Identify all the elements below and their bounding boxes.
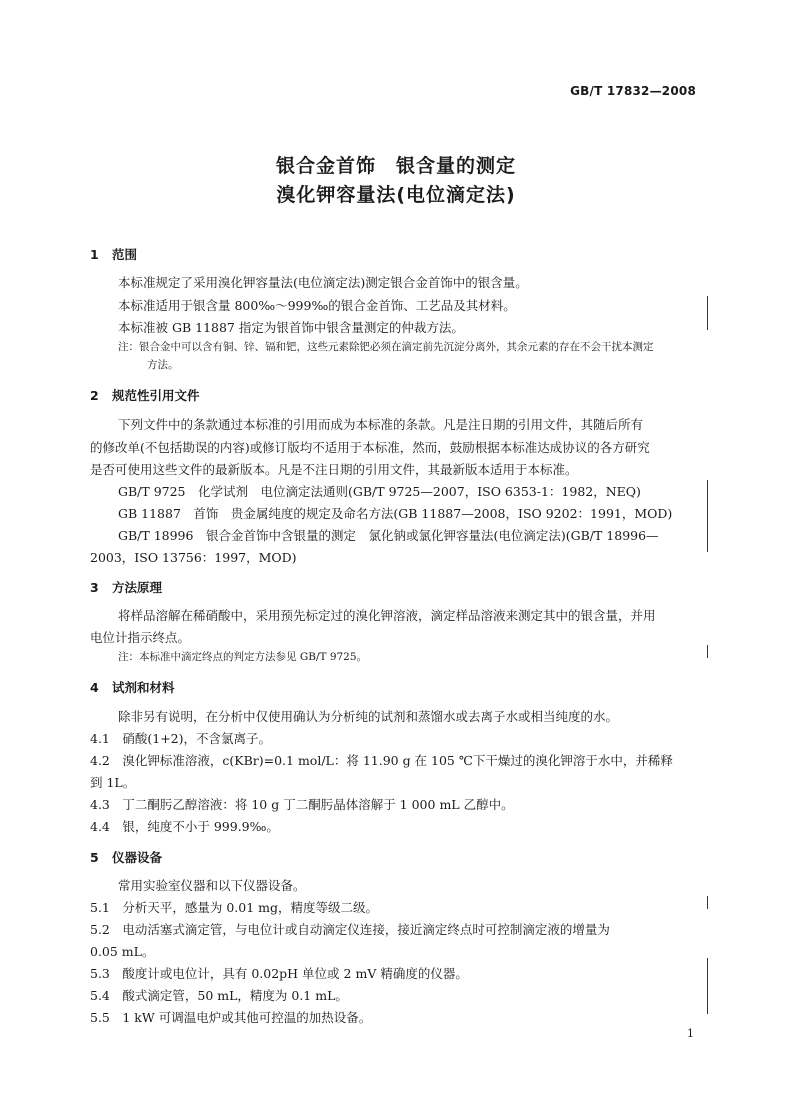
reference-item: GB/T 9725 化学试剂 电位滴定法通则(GB/T 9725—2007，ISO 6353-1：1982，NEQ) [118,484,641,499]
paragraph: 下列文件中的条款通过本标准的引用而成为本标准的条款。凡是注日期的引用文件，其随后所有 [118,417,644,432]
paragraph: 常用实验室仪器和以下仪器设备。 [118,878,306,893]
change-bar [707,645,708,658]
note-continuation: 方法。 [147,359,179,371]
section-number: 2 [90,388,99,403]
paragraph: 的修改单(不包括勘误的内容)或修订版均不适用于本标准，然而，鼓励根据本标准达成协议的各方研究 [90,440,650,455]
section-title: 仪器设备 [112,850,163,865]
section-title: 方法原理 [112,580,163,595]
change-bar [707,896,708,909]
section-3-heading [90,580,162,596]
section-title: 试剂和材料 [112,680,175,695]
list-item: 5.5 1 kW 可调温电炉或其他可控温的加热设备。 [90,1010,372,1025]
list-item: 4.4 银，纯度不小于 999.9‰。 [90,819,279,834]
section-number: 5 [90,850,99,865]
list-item: 5.4 酸式滴定管，50 mL，精度为 0.1 mL。 [90,988,348,1003]
section-5-heading [90,850,162,866]
list-item: 5.2 电动活塞式滴定管，与电位计或自动滴定仪连接，接近滴定终点时可控制滴定液的增量为 [90,922,610,937]
paragraph: 除非另有说明，在分析中仅使用确认为分析纯的试剂和蒸馏水或去离子水或相当纯度的水。 [118,709,619,724]
section-number: 4 [90,680,99,695]
change-bar [707,480,708,552]
document-title-line-1: 银合金首饰 银含量的测定 [275,155,516,177]
section-4-heading [90,680,175,696]
list-item: 5.1 分析天平，感量为 0.01 mg，精度等级二级。 [90,900,379,915]
reference-item-continuation: 2003，ISO 13756：1997，MOD) [90,550,297,565]
standard-code: GB/T 17832—2008 [570,84,696,98]
paragraph: 电位计指示终点。 [90,630,191,645]
section-title: 范围 [112,247,138,262]
section-number: 1 [90,247,99,262]
list-item: 4.1 硝酸(1+2)，不含氯离子。 [90,731,272,746]
document-title-line-2: 溴化钾容量法(电位滴定法) [276,184,516,206]
note: 注：银合金中可以含有铜、锌、镉和钯，这些元素除钯必须在滴定前先沉淀分离外，其余元素的存在不会干扰本测定 [118,341,654,353]
section-number: 3 [90,580,99,595]
list-item: 5.3 酸度计或电位计，具有 0.02pH 单位或 2 mV 精确度的仪器。 [90,966,468,981]
change-bar [707,958,708,1014]
list-item: 4.2 溴化钾标准溶液，c(KBr)=0.1 mol/L：将 11.90 g 在 105 ℃下干燥过的溴化钾溶于水中，并稀释 [90,753,673,768]
section-1-heading [90,247,137,263]
list-item: 4.3 丁二酮肟乙醇溶液：将 10 g 丁二酮肟晶体溶解于 1 000 mL 乙醇中。 [90,797,514,812]
paragraph: 将样品溶解在稀硝酸中，采用预先标定过的溴化钾溶液，滴定样品溶液来测定其中的银含量，并用 [118,608,656,623]
list-item-continuation: 到 1L。 [90,775,136,790]
page-number: 1 [687,1027,694,1040]
paragraph: 本标准被 GB 11887 指定为银首饰中银含量测定的仲裁方法。 [118,320,464,335]
reference-item: GB 11887 首饰 贵金属纯度的规定及命名方法(GB 11887—2008，ISO 9202：1991，MOD) [118,506,673,521]
paragraph: 是否可使用这些文件的最新版本。凡是不注日期的引用文件，其最新版本适用于本标准。 [90,462,578,477]
list-item-continuation: 0.05 mL。 [90,944,155,959]
paragraph: 本标准规定了采用溴化钾容量法(电位滴定法)测定银合金首饰中的银含量。 [118,275,528,290]
note: 注：本标准中滴定终点的判定方法参见 GB/T 9725。 [118,651,368,663]
paragraph: 本标准适用于银含量 800‰～999‰的银合金首饰、工艺品及其材料。 [118,298,516,313]
section-2-heading [90,388,200,404]
change-bar [707,296,708,330]
section-title: 规范性引用文件 [112,388,200,403]
reference-item: GB/T 18996 银合金首饰中含银量的测定 氯化钠或氯化钾容量法(电位滴定法)(GB/T 18996— [118,528,659,543]
